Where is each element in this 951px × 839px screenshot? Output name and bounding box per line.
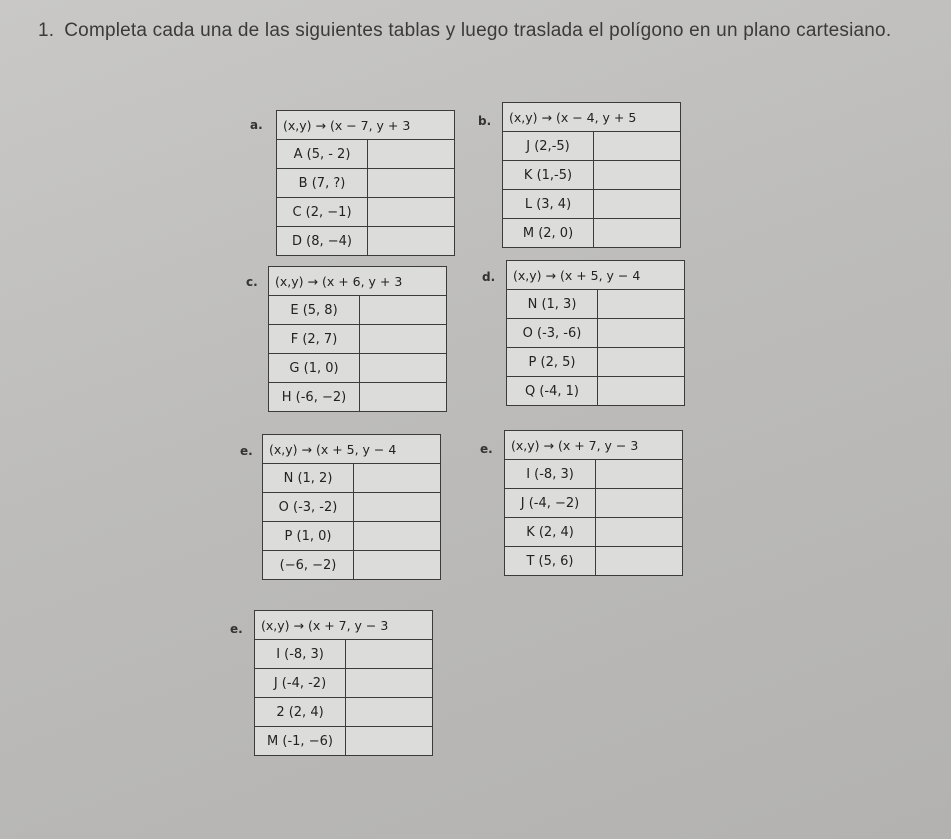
table-header: (x,y) → (x + 6, y + 3 <box>269 267 447 296</box>
answer-cell[interactable] <box>596 547 683 576</box>
table-d-label: d. <box>482 270 496 284</box>
answer-cell[interactable] <box>368 198 455 227</box>
point-cell: K (1,-5) <box>503 161 594 190</box>
point-cell: I (-8, 3) <box>255 640 346 669</box>
answer-cell[interactable] <box>360 383 447 412</box>
point-cell: (−6, −2) <box>263 551 354 580</box>
answer-cell[interactable] <box>354 464 441 493</box>
answer-cell[interactable] <box>368 227 455 256</box>
table-header: (x,y) → (x + 7, y − 3 <box>255 611 433 640</box>
answer-cell[interactable] <box>346 727 433 756</box>
answer-cell[interactable] <box>354 522 441 551</box>
point-cell: M (-1, −6) <box>255 727 346 756</box>
table-e-left <box>262 434 441 580</box>
point-cell: O (-3, -6) <box>507 319 598 348</box>
point-cell: I (-8, 3) <box>505 460 596 489</box>
point-cell: E (5, 8) <box>269 296 360 325</box>
answer-cell[interactable] <box>360 354 447 383</box>
point-cell: L (3, 4) <box>503 190 594 219</box>
point-cell: G (1, 0) <box>269 354 360 383</box>
table-c-label: c. <box>246 275 258 289</box>
table-header: (x,y) → (x − 7, y + 3 <box>277 111 455 140</box>
table-e-label: e. <box>480 442 493 456</box>
table-e-right <box>504 430 683 576</box>
instruction-text: Completa cada una de las siguientes tablas y luego traslada el polígono en un plano cartesiano. <box>64 20 892 41</box>
answer-cell[interactable] <box>594 190 681 219</box>
point-cell: J (2,-5) <box>503 132 594 161</box>
table-e-label: e. <box>240 444 253 458</box>
point-cell: N (1, 2) <box>263 464 354 493</box>
point-cell: D (8, −4) <box>277 227 368 256</box>
point-cell: O (-3, -2) <box>263 493 354 522</box>
answer-cell[interactable] <box>368 169 455 198</box>
answer-cell[interactable] <box>594 219 681 248</box>
point-cell: T (5, 6) <box>505 547 596 576</box>
point-cell: B (7, ?) <box>277 169 368 198</box>
answer-cell[interactable] <box>594 161 681 190</box>
answer-cell[interactable] <box>596 460 683 489</box>
answer-cell[interactable] <box>598 377 685 406</box>
table-header: (x,y) → (x − 4, y + 5 <box>503 103 681 132</box>
answer-cell[interactable] <box>596 518 683 547</box>
point-cell: P (2, 5) <box>507 348 598 377</box>
answer-cell[interactable] <box>354 493 441 522</box>
answer-cell[interactable] <box>598 290 685 319</box>
point-cell: F (2, 7) <box>269 325 360 354</box>
answer-cell[interactable] <box>346 669 433 698</box>
point-cell: C (2, −1) <box>277 198 368 227</box>
answer-cell[interactable] <box>360 296 447 325</box>
answer-cell[interactable] <box>598 319 685 348</box>
answer-cell[interactable] <box>346 640 433 669</box>
point-cell: J (-4, −2) <box>505 489 596 518</box>
point-cell: A (5, - 2) <box>277 140 368 169</box>
answer-cell[interactable] <box>596 489 683 518</box>
answer-cell[interactable] <box>354 551 441 580</box>
point-cell: P (1, 0) <box>263 522 354 551</box>
table-c <box>268 266 447 412</box>
instruction <box>38 14 918 48</box>
answer-cell[interactable] <box>346 698 433 727</box>
table-b <box>502 102 681 248</box>
answer-cell[interactable] <box>598 348 685 377</box>
table-header: (x,y) → (x + 7, y − 3 <box>505 431 683 460</box>
table-a-label: a. <box>250 118 263 132</box>
table-header: (x,y) → (x + 5, y − 4 <box>263 435 441 464</box>
point-cell: K (2, 4) <box>505 518 596 547</box>
point-cell: J (-4, -2) <box>255 669 346 698</box>
point-cell: 2 (2, 4) <box>255 698 346 727</box>
point-cell: N (1, 3) <box>507 290 598 319</box>
point-cell: Q (-4, 1) <box>507 377 598 406</box>
table-b-label: b. <box>478 114 492 128</box>
answer-cell[interactable] <box>594 132 681 161</box>
table-e-bottom <box>254 610 433 756</box>
table-d <box>506 260 685 406</box>
instruction-number: 1. <box>38 20 55 41</box>
table-e-label: e. <box>230 622 243 636</box>
table-a <box>276 110 455 256</box>
point-cell: M (2, 0) <box>503 219 594 248</box>
table-header: (x,y) → (x + 5, y − 4 <box>507 261 685 290</box>
answer-cell[interactable] <box>368 140 455 169</box>
point-cell: H (-6, −2) <box>269 383 360 412</box>
answer-cell[interactable] <box>360 325 447 354</box>
